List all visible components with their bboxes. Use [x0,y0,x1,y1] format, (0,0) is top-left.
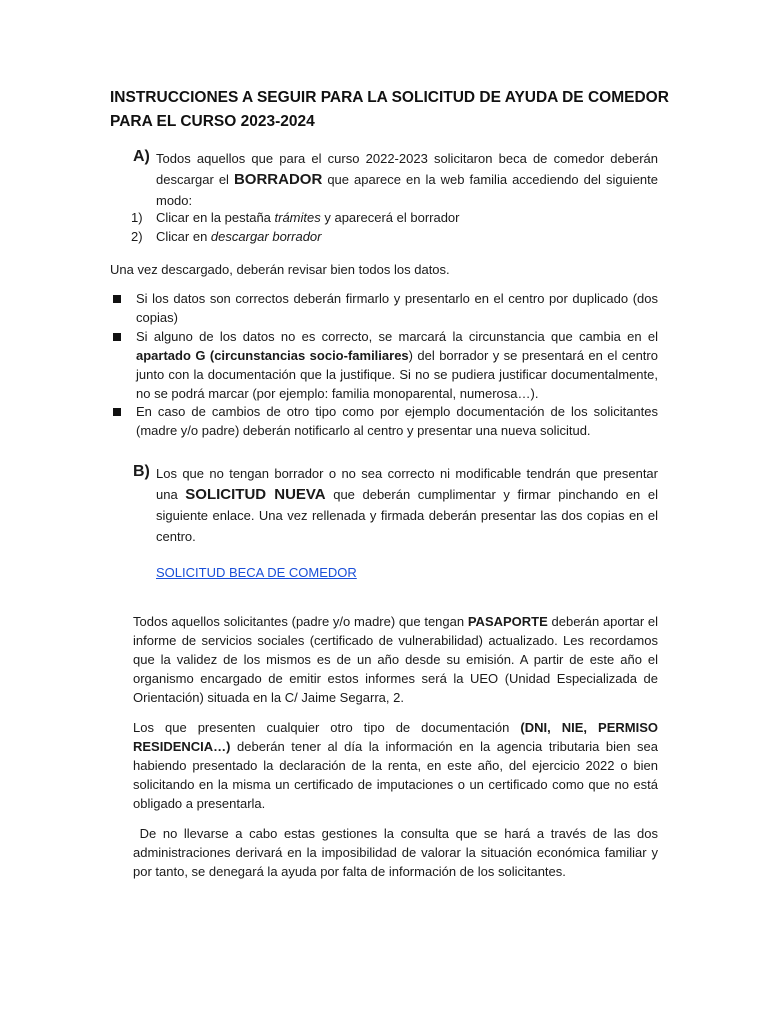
paragraph-text: Los que presenten cualquier otro tipo de documentación [133,720,521,735]
paragraph-bold-text: (DNI, NIE, PERMISO RESIDENCIA…) [133,720,658,754]
step-text: Clicar en la pestaña [156,210,275,225]
bullet-text: ) del borrador y se presentará en el centro junto con la documentación que la justifique. Si no se pudiera justificar documentalmente, no se podrá marcar (por ejemplo: familia monoparental, numerosa…). [136,348,658,401]
bullet-square-icon [113,295,121,303]
link-text[interactable]: SOLICITUD BECA DE COMEDOR [156,565,357,580]
borrador-label: BORRADOR [233,171,323,188]
paragraph-text: Todos aquellos solicitantes (padre y/o madre) que tengan [133,614,468,629]
downloaded-text: Una vez descargado, deberán revisar bien todos los datos. [110,262,450,277]
section-b-text-2: que deberán cumplimentar y firmar pinchando en el siguiente enlace. Una vez rellenada y firmada deberán presentar las dos copias en el centro. [156,487,658,544]
bullet-square-icon [113,408,121,416]
dni-paragraph [133,718,658,813]
step-number: 2) [131,229,143,244]
section-a-text-2: que aparece en la web familia accediendo del siguiente modo: [156,172,658,208]
paragraph-text: deberán tener al día la información en la agencia tributaria bien sea habiendo presentado la declaración de la renta, en este año, del ejercicio 2022 o bien solicitando en la misma un certificado de imputaciones o un certificado como que no está obligado a presentarla. [133,739,658,811]
section-b-paragraph [156,463,658,547]
section-b-text-1: Los que no tengan borrador o no sea correcto ni modificable tendrán que presentar una [156,466,658,502]
pasaporte-paragraph [133,612,658,707]
bullet-text: Si alguno de los datos no es correcto, se marcará la circunstancia que cambia en el [136,329,658,344]
step-emphasis: descargar borrador [210,229,322,244]
bullet-square-icon [113,333,121,341]
bullet-item-1: Si los datos son correctos deberán firmarlo y presentarlo en el centro por duplicado (dos copias) [136,291,658,325]
solicitud-nueva-label: SOLICITUD NUEVA [185,486,326,503]
bullet-bold-text: apartado G (circunstancias socio-familiares [136,348,409,363]
section-a-letter: A) [133,148,150,165]
bullet-item-3: En caso de cambios de otro tipo como por ejemplo documentación de los solicitantes (madre y/o padre) deberán notificarlo al centro y presentar una nueva solicitud. [136,404,658,438]
solicitud-beca-link[interactable] [156,563,357,582]
bullet-item-2 [136,327,658,403]
final-paragraph: De no llevarse a cabo estas gestiones la consulta que se hará a través de las dos administraciones derivará en la imposibilidad de valorar la situación económica familiar y por tanto, se denegará la ayuda por falta de información de los solicitantes. [133,826,662,879]
step-number: 1) [131,210,143,225]
section-b-letter: B) [133,463,150,480]
step-item [156,208,460,227]
step-text: y aparecerá el borrador [320,210,460,225]
step-text: Clicar en [156,229,211,244]
step-emphasis: trámites [274,210,321,225]
section-a-text-1: Todos aquellos que para el curso 2022-2023 solicitaron beca de comedor deberán descargar el [156,151,658,187]
step-item [156,227,321,246]
section-a-paragraph [156,148,658,211]
page-title: INSTRUCCIONES A SEGUIR PARA LA SOLICITUD DE AYUDA DE COMEDOR PARA EL CURSO 2023-2024 [110,89,669,130]
paragraph-bold-text: PASAPORTE [467,614,548,629]
paragraph-text: deberán aportar el informe de servicios sociales (certificado de vulnerabilidad) actualizado. Les recordamos que la validez de los mismos es de un año desde su emisión. A partir de este año el organismo encargado de emitir estos informes será la UEO (Unidad Especializada de Orientación) situada en la C/ Jaime Segarra, 2. [133,614,658,705]
